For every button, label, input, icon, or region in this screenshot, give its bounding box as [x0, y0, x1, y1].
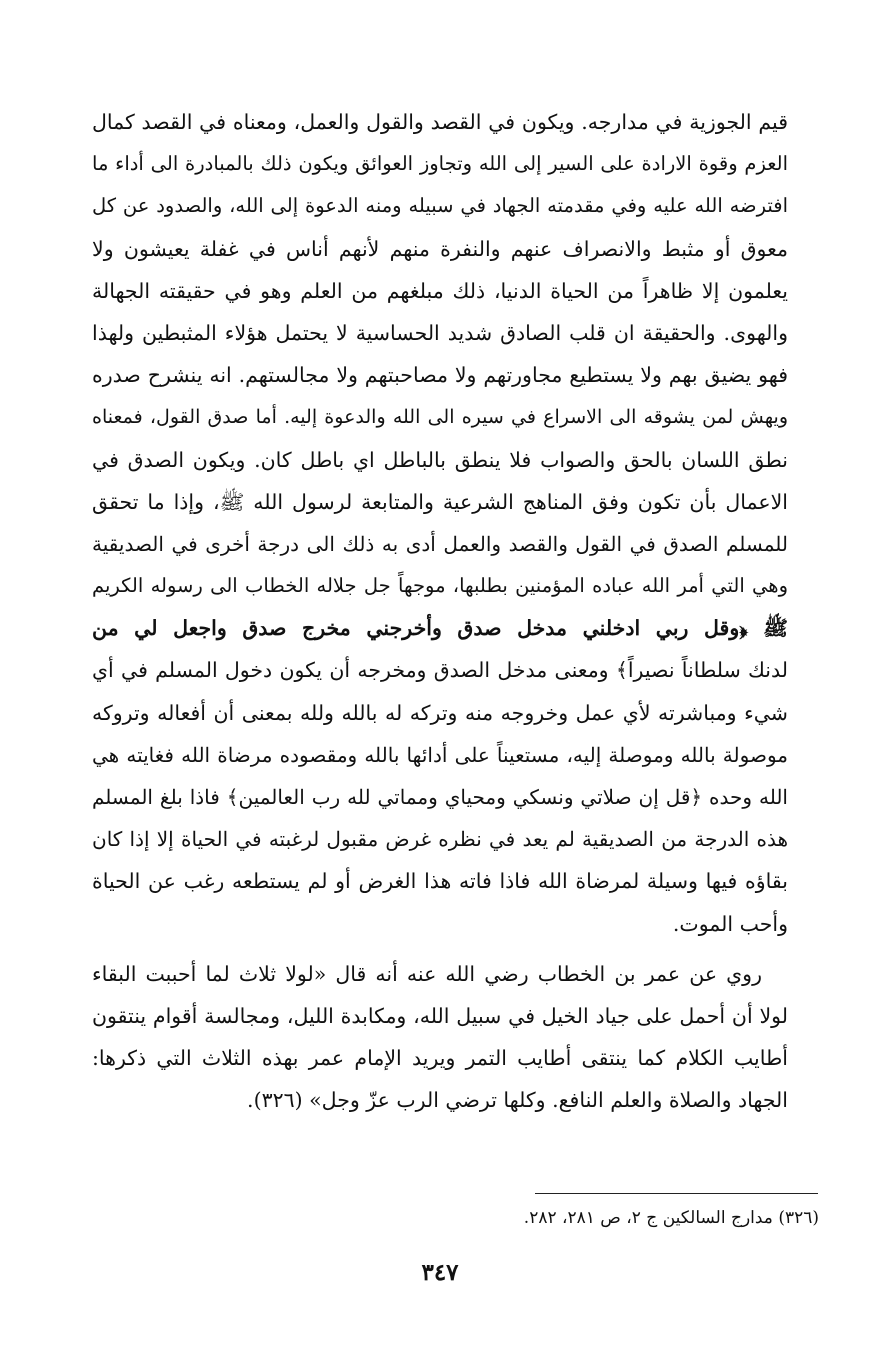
text-line: معوق أو مثبط والانصراف عنهم والنفرة منهم لأنهم أناس في غفلة يعيشون ولا — [92, 236, 788, 261]
text-line: موصولة بالله وموصلة إليه، مستعيناً على أدائها بالله ومقصوده مرضاة الله فغايته هي — [92, 742, 788, 767]
text-line: أطايب الكلام كما ينتقى أطايب التمر ويريد الإمام عمر بهذه الثلاث التي ذكرها: — [92, 1046, 788, 1071]
text-line: فهو يضيق بهم ولا يستطيع مجاورتهم ولا مصاحبتهم ولا مجالستهم. انه ينشرح صدره — [92, 363, 788, 388]
footnote: (٣٢٦) مدارج السالكين ج ٢، ص ٢٨١، ٢٨٢. — [523, 1208, 819, 1228]
text-line: قيم الجوزية في مدارجه. ويكون في القصد والقول والعمل، ومعناه في القصد كمال — [92, 110, 788, 134]
paragraph-end-line: وأحب الموت. — [672, 911, 788, 936]
text-line: ويهش لمن يشوقه الى الاسراع في سيره الى الله والدعوة إليه. أما صدق القول، فمعناه — [92, 406, 788, 429]
text-line: افترضه الله عليه وفي مقدمته الجهاد في سبيله ومنه الدعوة إلى الله، والصدود عن كل — [92, 194, 788, 218]
text-line: نطق اللسان بالحق والصواب فلا ينطق بالباطل اي باطل كان. ويكون الصدق في — [92, 447, 788, 472]
text-line: يعلمون إلا ظاهراً من الحياة الدنيا، ذلك مبلغهم من العلم وهو في حقيقته الجهالة — [92, 278, 788, 303]
text-line: العزم وقوة الارادة على السير إلى الله وتجاوز العوائق ويكون ذلك بالمبادرة الى أداء ما — [92, 152, 788, 176]
paragraph-gap — [92, 945, 788, 953]
text-line: الله وحده ﴿قل إن صلاتي ونسكي ومحياي ومماتي لله رب العالمين﴾ فاذا بلغ المسلم — [92, 785, 788, 809]
footnote-separator — [535, 1193, 818, 1194]
text-line: بقاؤه فيها وسيلة لمرضاة الله فاذا فاته هذا الغرض أو لم يستطعه رغب عن الحياة — [92, 869, 788, 894]
text-line: الاعمال بأن تكون وفق المناهج الشرعية والمتابعة لرسول الله ﷺ، وإذا ما تحقق — [92, 489, 788, 514]
text-line: شيء ومباشرته لأي عمل وخروجه منه وتركه له بالله ولله بمعنى أن أفعاله وتروكه — [92, 700, 788, 725]
main-text — [92, 101, 788, 1122]
text-line: والهوى. والحقيقة ان قلب الصادق شديد الحساسية لا يحتمل هؤلاء المثبطين ولهذا — [92, 320, 788, 345]
paragraph-first-line: روي عن عمر بن الخطاب رضي الله عنه أنه قال «لولا ثلاث لما أحببت البقاء — [92, 961, 762, 986]
page-number: ٣٤٧ — [421, 1259, 459, 1286]
paragraph-end-line: الجهاد والصلاة والعلم النافع. وكلها ترضي الرب عزّ وجل» (٣٢٦). — [247, 1088, 788, 1113]
text-line: لولا أن أحمل على جياد الخيل في سبيل الله، ومكابدة الليل، ومجالسة أقوام ينتقون — [92, 1003, 788, 1028]
quran-verse-line: ﷺ ﴿وقل ربي ادخلني مدخل صدق وأخرجني مخرج صدق واجعل لي من — [92, 616, 788, 641]
text-line: هذه الدرجة من الصديقية لم يعد في نظره غرض مقبول لرغبته في الحياة إلا إذا كان — [92, 827, 788, 852]
text-line: للمسلم الصدق في القول والقصد والعمل أدى به ذلك الى درجة أخرى في الصديقية — [92, 531, 788, 556]
text-line: لدنك سلطاناً نصيراً﴾ ومعنى مدخل الصدق ومخرجه أن يكون دخول المسلم في أي — [92, 658, 788, 683]
text-line: وهي التي أمر الله عباده المؤمنين بطلبها، موجهاً جل جلاله الخطاب الى رسوله الكريم — [92, 574, 788, 598]
